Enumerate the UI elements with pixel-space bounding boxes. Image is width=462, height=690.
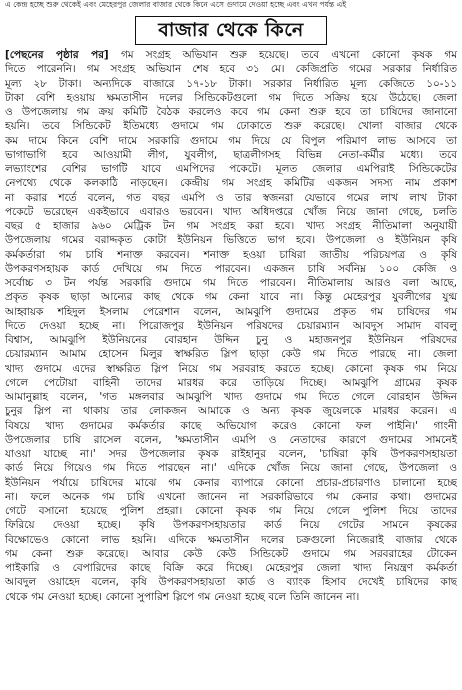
article-line-text: সর্বোচ্চ ৩ টন পর্যন্ত সরকারি গুদামে গম দিতে পারবেন। নীতিমালায় আরও বলা আছে, [5,277,457,289]
article-line [5,447,457,461]
article-body [5,48,457,604]
article-line-text: ভাগাভাগি হবে আওয়ামী লীগ, যুবলীগ, ছাত্রলীগসহ বিভিন্ন নেতা-কর্মীর মধ্যে। তবে [5,148,457,161]
article-line [5,547,457,561]
article-line [5,518,457,532]
article-line-text: আবদুল ওয়াহেদ বলেন, কৃষি উপকরণসহায়তা কার্ড ও ব্যাংক হিসাব দেখেই চাষিদের কাছ [5,576,457,589]
article-line-text: না করার শর্তে বলেন, গত বছর এমপি ও তার স্বজনরা যেভাবে গমের লাখ লাখ টাকা [5,191,457,204]
article-line [5,376,457,390]
article-line-text: বিশ্বাস, আমঝুপি ইউনিয়নের বোরহান উদ্দিন চুনু ও মহাজনপুর ইউনিয়ন পরিষদের [5,334,457,346]
article-line [5,205,457,219]
article-line [5,119,457,133]
article-line [5,504,457,518]
article-line-text: দিতে দেওয়া হচ্ছে না। পিরোজপুর ইউনিয়ন পরিষদের চেয়ারম্যান আবদুস সামাদ বাবলু [5,319,457,332]
article-line-text: পকেটে ভরেছেন একইভাবে এবারও ভরবেন। খাদ্য অধিদপ্তরে খোঁজ নিয়ে জানা গেছে, চলতি [5,205,457,218]
article-line-text: ও উপজেলায় গম ক্রয় কমিটি বৈঠক করলেও কবে গম কেনা শুরু হবে তা চাষিদের জানানো [5,106,457,118]
article-line-text: আমানুল্লাহ বলেন, 'গত মঙ্গলবার আমঝুপি খাদ্য গুদামে গম দিতে গেলে বোরহান উদ্দিন [5,391,457,403]
article-line-text: লভ্যাংশের বেশির ভাগটি যাবে এমপিদের পকেটে। মূলত জেলার এমপিরাই সিন্ডিকেটের [5,163,457,175]
article-line [5,290,457,304]
article-line [5,362,457,376]
article-line [5,305,457,319]
article-line [5,162,457,176]
article-line [5,233,457,247]
article-line [5,191,457,205]
article-line-text: বিষয়ে খাদ্য গুদামের কর্মকর্তার কাছে অভিযোগ করেও কোনো ফল পাইনি।' গাংনী [5,419,457,432]
article-line [5,91,457,105]
article-line-text: চুনুর স্লিপ না থাকায় তার লোকজন আমাকে ও অন্য কৃষক জুয়েলকে মারধর করেন। এ [5,405,457,418]
article-line [5,77,457,91]
article-line-text: থেকে গম নেওয়া হচ্ছে। কোনো সুপারিশ স্লিপে গম নেওয়া হচ্ছে বলে তিনি জানেন না। [5,590,360,603]
article-line [5,347,457,361]
article-line-text: গম কেনা শুরু করেছে। আবার কেউ কেউ সিন্ডিকেট গুদামে গম সরবরাহের টোকেন [5,547,457,560]
article-line-text: টাকা বেশি হওয়ায় ক্ষমতাসীন দলের সিন্ডিকেটগুলো গম দিতে সক্রিয় হয়ে উঠেছে। জেলা [5,91,457,104]
article-line [5,433,457,447]
article-line [5,390,457,404]
article-line-text: আহ্বায়ক শহিদুল ইসলাম পেরেশান বলেন, আমঝুপি গুদামের প্রকৃত গম চাষিদের গম [5,305,457,318]
article-line [5,48,457,62]
previous-article-tail: এ কেন্দ্র হচ্ছে শুরু থেকেই এবং মেহেরপুর জেলার বাজার থেকে কিনে এসে গুদামে দেওয়া হচ্ছে এবং এখন পর্যন্ত এই [5,0,347,9]
article-line [5,219,457,233]
article-line [5,176,457,190]
article-line [5,461,457,475]
article-line-text: বিক্ষোভেও কোনো লাভ হয়নি। এদিকে ক্ষমতাসীন দলের চক্রগুলো নিজেরাই বাজার থেকে [5,533,457,546]
headline-box [5,16,457,45]
article-line [5,490,457,504]
article-line [5,262,457,276]
article-line [5,404,457,418]
article-headline: বাজার থেকে কিনে [135,16,326,45]
article-line-text: কম দামে কিনে বেশি দামে সরকারি গুদামে গম দিয়ে যে বিপুল পরিমাণ লাভ আসবে তা [5,134,457,147]
article-line [5,333,457,347]
article-line-text: নেপথ্যে থেকে কলকাঠি নাড়ছেন। কেন্দ্রীয় গম সংগ্রহ কমিটির একজন সদস্য নাম প্রকাশ [5,177,457,190]
article-line-text: বছর ৫ হাজার ৯৬০ মেট্রিক টন গম সংগ্রহ করা হবে। খাদ্য সংগ্রহ নীতিমালা অনুযায়ী [5,220,457,232]
article-line-text: গম সংগ্রহ অভিযান শুরু হয়েছে। তবে এখনো কোনো কৃষক গম [108,49,457,61]
continuation-prefix: [পেছনের পৃষ্ঠার পর] [5,49,109,61]
article-line-text: প্রকৃত কৃষক ছাড়া আন্যের কাছ থেকে গম কেনা যাবে না। কিন্তু মেহেরপুর যুবলীগের যুগ্ম [5,291,457,304]
article-line-text: উপজেলার চাষি রাসেল বলেন, 'ক্ষমতাসীন এমপি ও নেতাদের কারণে গুদামের সামনেই [5,433,457,446]
article-line-text: মূল্য ২৮ টাকা। অন্যদিকে বাজারে ১৭-১৮ টাকা। সরকার নির্ধারিত মূল্য কেজিতে ১০-১১ [5,77,457,90]
article-line-text: হয়নি। তবে সিন্ডিকেট ইতিমধ্যে গুদামে গম ঢোকাতে শুরু করেছে। খোলা বাজার থেকে [5,120,457,133]
article-line [5,561,457,575]
article-line [5,248,457,262]
article-line [5,134,457,148]
article-line [5,276,457,290]
article-line-text: যাওয়া যাচ্ছে না।' সদর উপজেলার কৃষক রাইহানুর বলেন, 'চাষিরা কৃষি উপকরণসহায়তা [5,448,457,460]
article-line-text: ফিরিয়ে দেওয়া হচ্ছে। কৃষি উপকরণসহায়তার কার্ড নিয়ে গেটের সামনে কৃষকের [5,519,457,532]
article-line-text: না। ফলে অনেক গম চাষি এখনো জানেন না সরকারিভাবে গম কেনার কথা। গুদামের [5,490,457,503]
article-line [5,575,457,589]
article-line [5,419,457,433]
article-line [5,590,457,604]
article-line-text: চেয়ারম্যান আমাম হোসেন মিলুর স্বাক্ষরিত স্লিপ ছাড়া কেউ গম দিতে পারছে না। জেলা [5,348,457,361]
article-line-text: পাইকারি ও বেপারিদের কাছে বিক্রি করে দিচ্ছে। মেহেরপুর জেলা খাদ্য নিয়ন্ত্রণ কর্মকর্তা [5,562,457,574]
article-line-text: ইউনিয়ন পর্যায়ে চাষিদের মাঝে গম কেনার ব্যাপারে কোনো প্রচার-প্রচারণাও চালানো হচ্ছে [5,476,457,489]
article-line-text: খাদ্য গুদামে এদের স্বাক্ষরিত স্লিপ নিয়ে গম সরবরাহ করতে হচ্ছে। কোনো কৃষক গম নিয়ে [5,362,457,375]
article-line [5,533,457,547]
article-line [5,319,457,333]
article-line-text: উপজেলায় গমের বরাদ্দকৃত কোটা ইউনিয়ন ভিত্তিতে ভাগ হবে। উপজেলা ও ইউনিয়ন কৃষি [5,234,457,247]
article-line-text: গেটে বসানো হয়েছে পুলিশ প্রহরা। কোনো কৃষক গম নিয়ে গেলে পুলিশ দিয়ে তাদের [5,505,457,517]
article-line [5,105,457,119]
article-line [5,476,457,490]
article-line-text: কর্মকর্তারা গম চাষি শনাক্ত করবেন। শনাক্ত হওয়া চাষিরা জাতীয় পরিচয়পত্র ও কৃষি [5,248,457,261]
article-line [5,62,457,76]
article-line-text: উপকরণসহায়ক কার্ড দেখিয়ে গম দিতে পারবেন। একজন চাষি সর্বনিম্ন ১০০ কেজি ও [5,262,457,275]
article-line-text: দিতে পারেননি। গম সংগ্রহ অভিযান শেষ হবে ৩১ মে। কেজিপ্রতি গমের সরকার নির্ধারিত [5,63,457,76]
article-line [5,148,457,162]
article-line-text: কার্ড নিয়ে গিয়েও গম দিতে পারছেন না।' এদিকে খোঁজ নিয়ে জানা গেছে, উপজেলা ও [5,462,457,475]
article-line-text: গেলে পেটোয়া বাহিনী তাদের মারধর করে তাড়িয়ে দিচ্ছে। আমঝুপি গ্রামের কৃষক [5,376,457,389]
